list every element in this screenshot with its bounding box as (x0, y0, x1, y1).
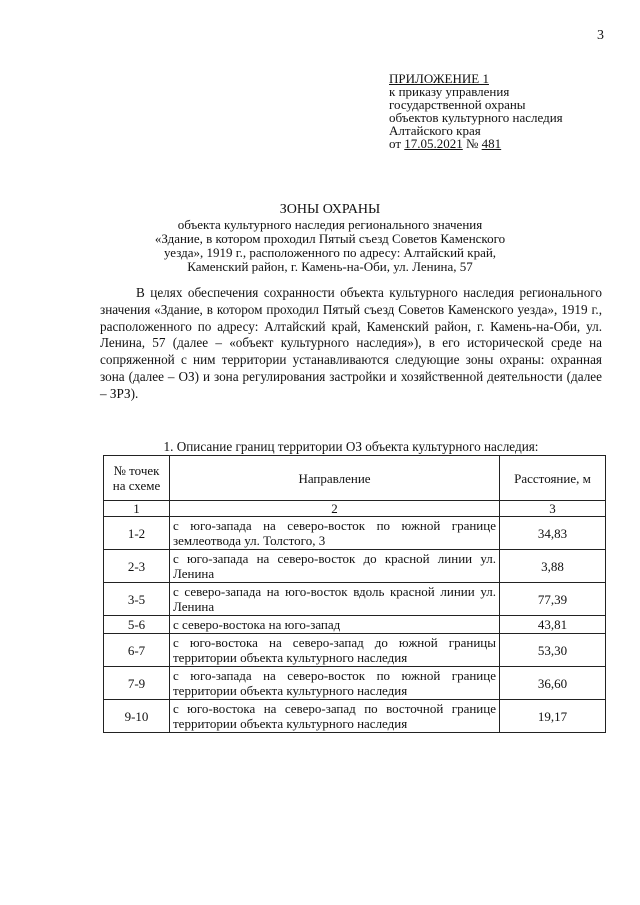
header-points: № точек на схеме (104, 456, 170, 501)
column-index: 2 (170, 501, 500, 517)
order-date: 17.05.2021 (404, 136, 463, 151)
header-distance: Расстояние, м (500, 456, 606, 501)
table-caption: 1. Описание границ территории ОЗ объекта культурного наследия: (163, 439, 539, 454)
appendix-date-line (389, 137, 563, 150)
title-line: Каменский район, г. Камень-на-Оби, ул. Ленина, 57 (187, 259, 473, 274)
cell-distance: 36,60 (500, 667, 606, 700)
table-row (104, 634, 606, 667)
page-number: 3 (597, 28, 604, 43)
cell-points: 6-7 (104, 634, 170, 667)
title-line: уезда», 1919 г., расположенного по адресу: Алтайский край, (163, 245, 497, 260)
appendix-line: государственной охраны (389, 97, 526, 112)
intro-paragraph: В целях обеспечения сохранности объекта культурного наследия регионального значения «Здание, в котором проходил Пятый съезд Советов Каменского уезда», 1919 г., расположенного по адресу: Алтайский край, Каменский район, г. Камень-на-Оби, ул. Ленина, 57 (далее – «объект культурного наследия»), в его исторической среде на сопряженной с ним территории устанавливаются следующие зоны охраны: охранная зона (далее – ОЗ) и зона регулирования застройки и хозяйственной деятельности (далее – ЗРЗ). (100, 285, 602, 401)
column-index: 1 (104, 501, 170, 517)
appendix-header (389, 72, 563, 150)
table-row (104, 583, 606, 616)
appendix-line: Алтайского края (389, 123, 481, 138)
appendix-line: объектов культурного наследия (389, 110, 563, 125)
document-title (100, 203, 560, 274)
cell-distance: 34,83 (500, 517, 606, 550)
table-row (104, 667, 606, 700)
boundary-table (103, 455, 606, 733)
header-direction: Направление (170, 456, 500, 501)
cell-direction: с северо-запада на юго-восток вдоль красной линии ул. Ленина (170, 583, 500, 616)
date-prefix: от (389, 136, 402, 151)
table-header-row (104, 456, 606, 501)
table-row (104, 517, 606, 550)
cell-distance: 19,17 (500, 700, 606, 733)
cell-points: 1-2 (104, 517, 170, 550)
title-line: объекта культурного наследия регионального значения (177, 217, 483, 232)
column-index-row (104, 501, 606, 517)
cell-points: 2-3 (104, 550, 170, 583)
title-main: ЗОНЫ ОХРАНЫ (279, 202, 381, 217)
table-row (104, 700, 606, 733)
column-index: 3 (500, 501, 606, 517)
cell-distance: 53,30 (500, 634, 606, 667)
cell-direction: с юго-запада на северо-восток до красной линии ул. Ленина (170, 550, 500, 583)
cell-points: 3-5 (104, 583, 170, 616)
cell-distance: 43,81 (500, 616, 606, 634)
number-prefix: № (466, 136, 479, 151)
table-row (104, 616, 606, 634)
cell-direction: с северо-востока на юго-запад (170, 616, 500, 634)
cell-points: 9-10 (104, 700, 170, 733)
cell-direction: с юго-востока на северо-запад по восточной границе территории объекта культурного наследия (170, 700, 500, 733)
appendix-line: к приказу управления (389, 84, 510, 99)
order-number: 481 (481, 136, 502, 151)
table-row (104, 550, 606, 583)
appendix-title: ПРИЛОЖЕНИЕ 1 (389, 71, 489, 86)
cell-points: 7-9 (104, 667, 170, 700)
cell-distance: 3,88 (500, 550, 606, 583)
cell-points: 5-6 (104, 616, 170, 634)
cell-direction: с юго-запада на северо-восток по южной границе землеотвода ул. Толстого, 3 (170, 517, 500, 550)
cell-direction: с юго-запада на северо-восток по южной границе территории объекта культурного наследия (170, 667, 500, 700)
cell-distance: 77,39 (500, 583, 606, 616)
cell-direction: с юго-востока на северо-запад до южной границы территории объекта культурного наследия (170, 634, 500, 667)
title-line: «Здание, в котором проходил Пятый съезд Советов Каменского (154, 231, 506, 246)
